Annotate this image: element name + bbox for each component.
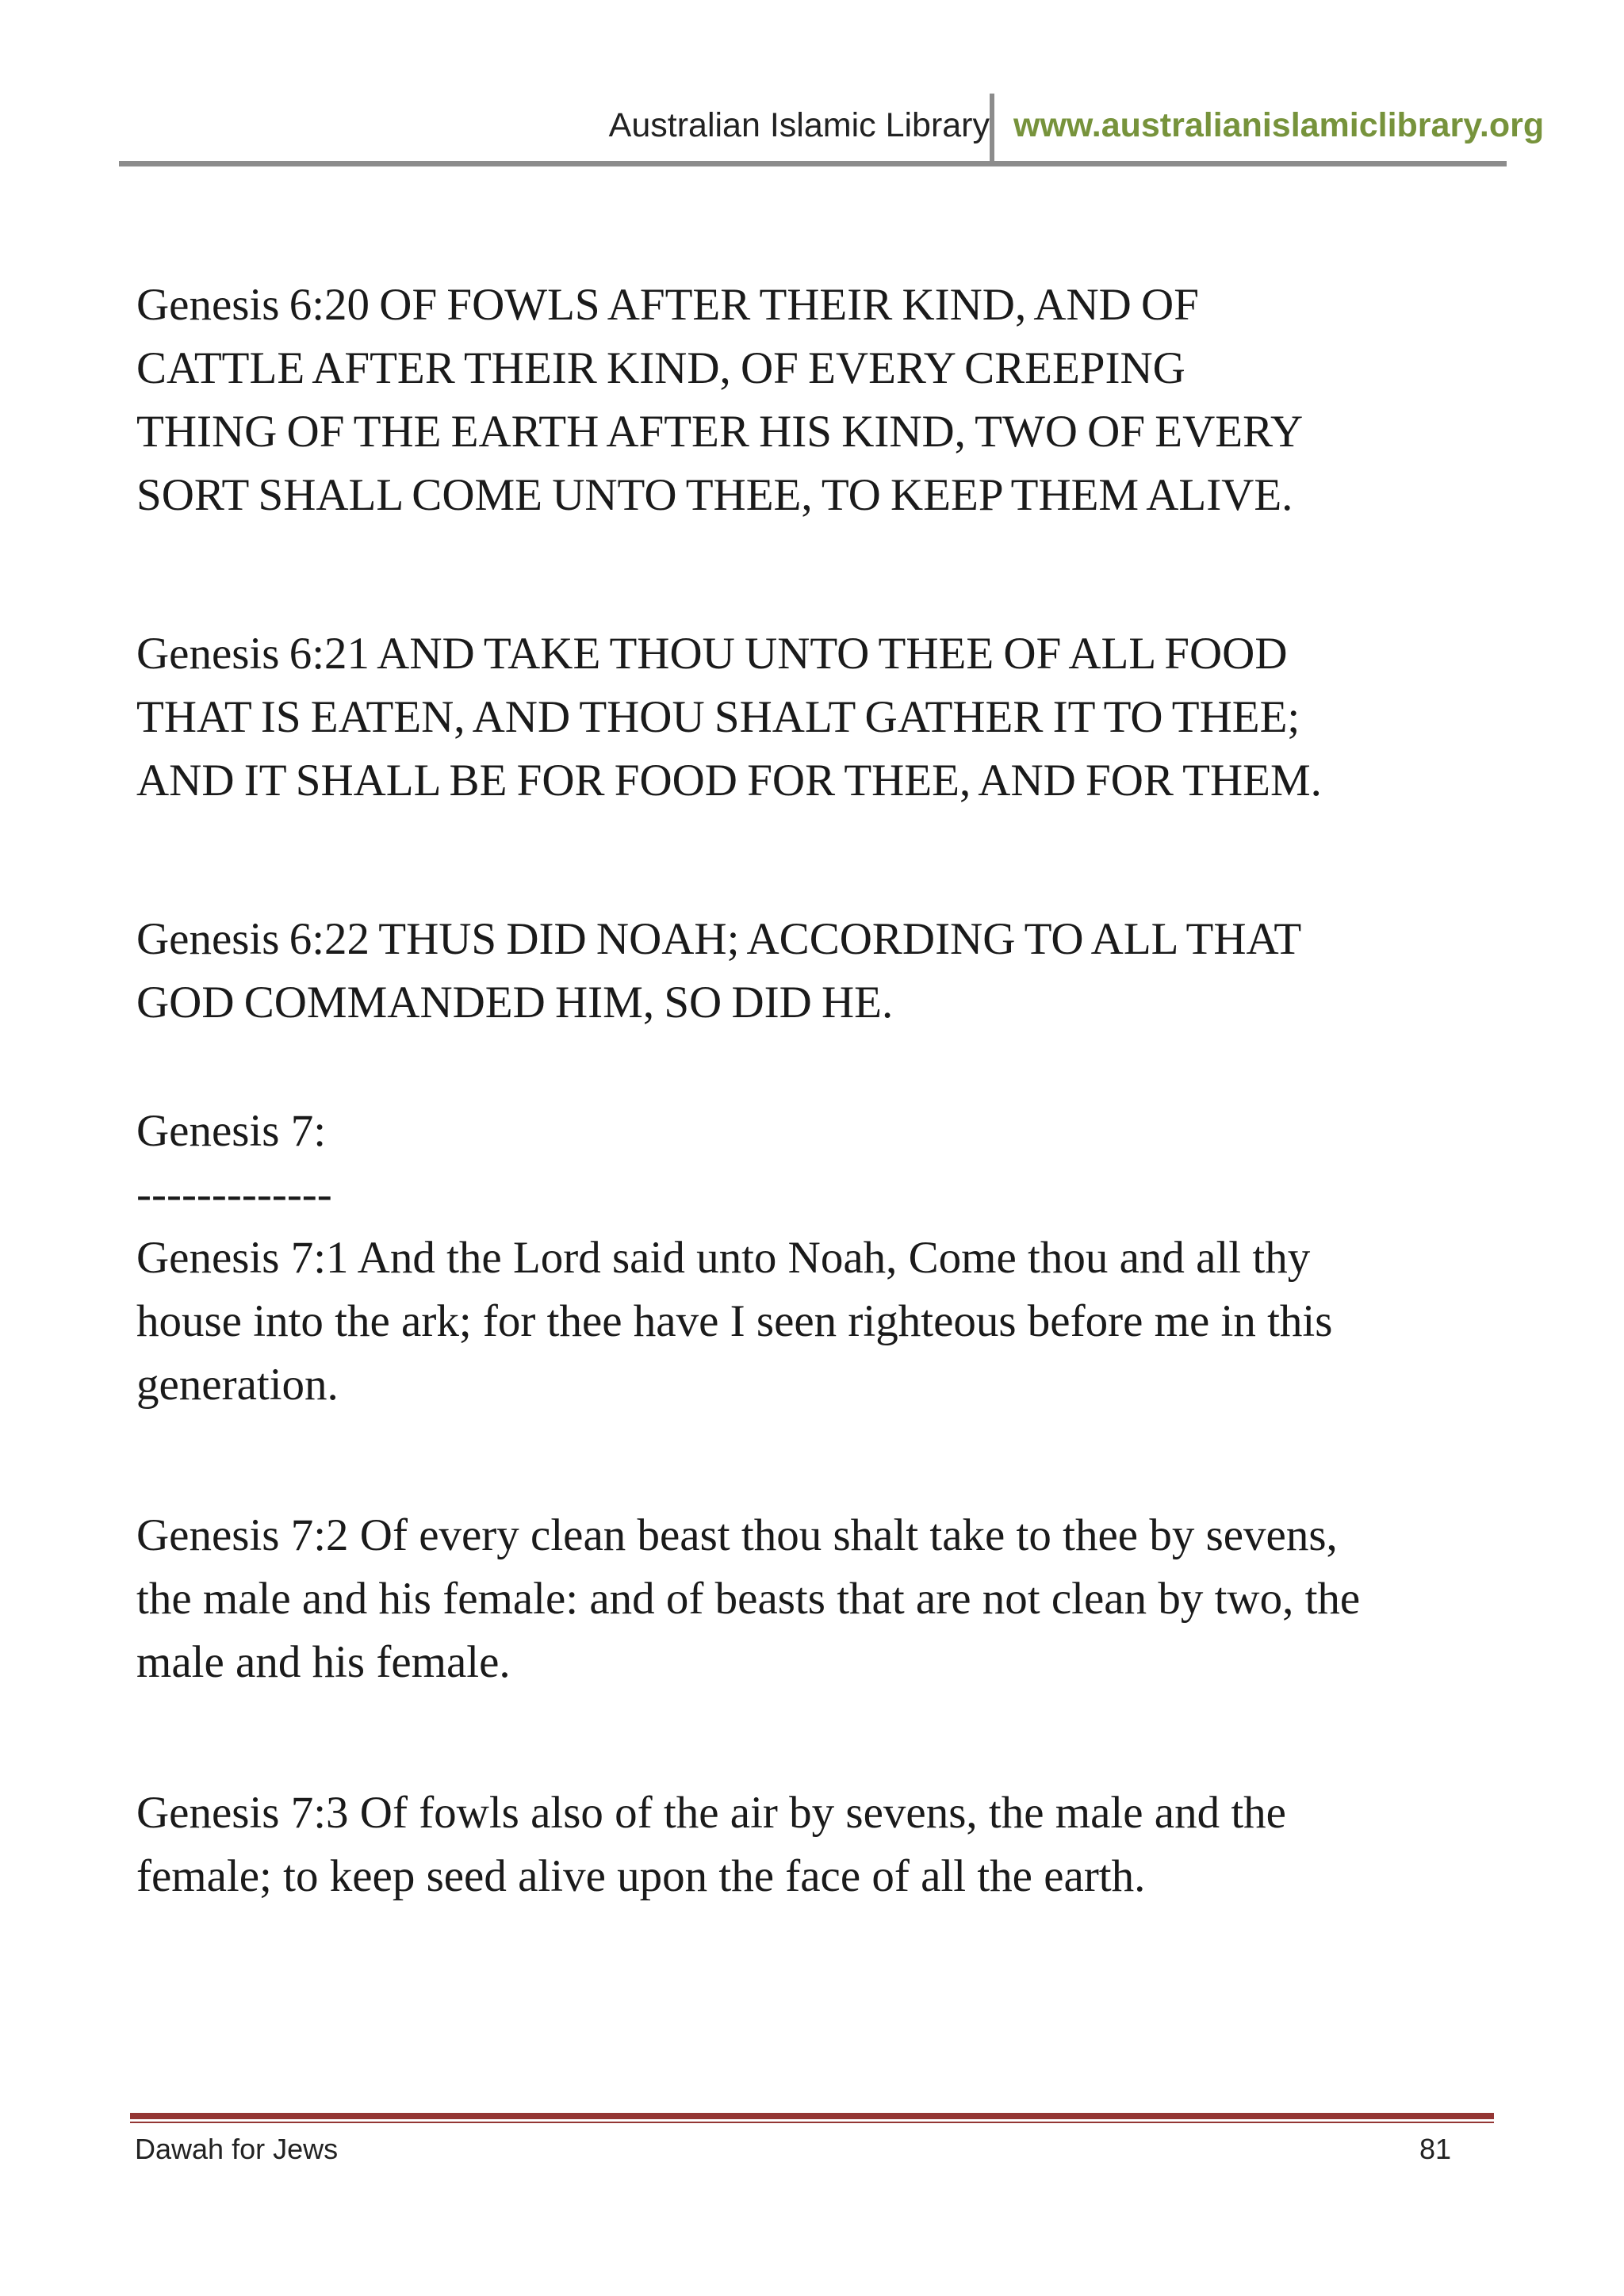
footer-page-number: 81: [1419, 2133, 1451, 2165]
verse-genesis-7-1: Genesis 7:1 And the Lord said unto Noah, Come thou and all thy house into the ark; for thee have I seen righteous before me in this generation.: [136, 1233, 1333, 1410]
page-body: [136, 274, 1500, 1908]
page-header: [119, 94, 1545, 165]
header-website-link[interactable]: www.australianislamiclibrary.org: [1013, 106, 1545, 144]
header-library-name: Australian Islamic Library: [608, 106, 990, 144]
verse-genesis-7-3: Genesis 7:3 Of fowls also of the air by sevens, the male and the female; to keep seed alive upon the face of all the earth.: [136, 1788, 1286, 1901]
chapter-separator: -------------: [136, 1169, 332, 1219]
verse-genesis-6-21: Genesis 6:21 AND TAKE THOU UNTO THEE OF ALL FOOD THAT IS EATEN, AND THOU SHALT GATHER IT TO THEE; AND IT SHALL BE FOR FOOD FOR THEE, AND FOR THEM.: [136, 629, 1322, 806]
verse-genesis-6-22: Genesis 6:22 THUS DID NOAH; ACCORDING TO ALL THAT GOD COMMANDED HIM, SO DID HE.: [136, 914, 1302, 1027]
chapter-heading: Genesis 7:: [136, 1106, 327, 1156]
verse-genesis-7-2: Genesis 7:2 Of every clean beast thou shalt take to thee by sevens, the male and his female: and of beasts that are not clean by two, the male and his female.: [136, 1510, 1361, 1687]
header-divider: [990, 94, 994, 161]
header-rule: [119, 161, 1507, 166]
footer-book-title: Dawah for Jews: [135, 2133, 339, 2165]
footer-rule: [130, 2113, 1494, 2119]
footer-rule-thin: [130, 2122, 1494, 2123]
verse-genesis-6-20: Genesis 6:20 OF FOWLS AFTER THEIR KIND, AND OF CATTLE AFTER THEIR KIND, OF EVERY CREEPING THING OF THE EARTH AFTER HIS KIND, TWO OF EVERY SORT SHALL COME UNTO THEE, TO KEEP THEM ALIVE.: [136, 280, 1304, 520]
